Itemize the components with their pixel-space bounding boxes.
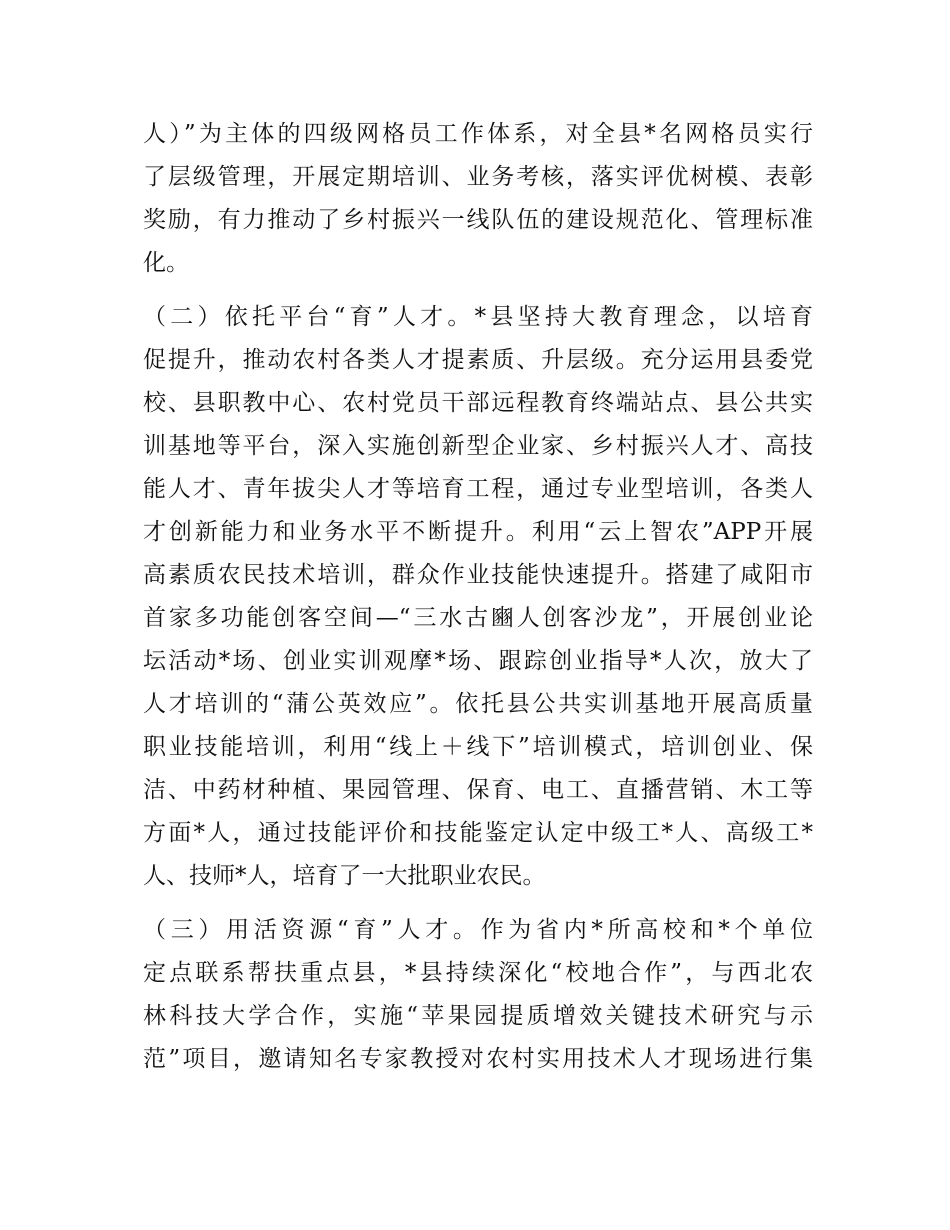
text-line: 人）”为主体的四级网格员工作体系，对全县*名网格员实行 xyxy=(143,121,813,147)
text-line: 首家多功能创客空间—“三水古豳人创客沙龙”，开展创业论 xyxy=(143,605,813,631)
text-line: 化。 xyxy=(143,250,189,276)
text-line: 人、技师*人，培育了一大批职业农民。 xyxy=(143,863,546,889)
paragraph-3 xyxy=(143,909,813,1081)
paragraph-1 xyxy=(143,113,813,285)
text-line: 人才培训的“蒲公英效应”。依托县公共实训基地开展高质量 xyxy=(143,691,813,717)
text-line: 了层级管理，开展定期培训、业务考核，落实评优树模、表彰 xyxy=(143,164,813,190)
document-body xyxy=(143,113,813,1092)
text-line: 奖励，有力推动了乡村振兴一线队伍的建设规范化、管理标准 xyxy=(143,207,813,233)
text-line: 高素质农民技术培训，群众作业技能快速提升。搭建了咸阳市 xyxy=(143,562,813,588)
text-line: 定点联系帮扶重点县，*县持续深化“校地合作”，与西北农 xyxy=(143,960,813,986)
text-line: 方面*人，通过技能评价和技能鉴定认定中级工*人、高级工* xyxy=(143,820,813,846)
text-line: 林科技大学合作，实施“苹果园提质增效关键技术研究与示 xyxy=(143,1003,813,1029)
text-line: 才创新能力和业务水平不断提升。利用“云上智农”APP开展 xyxy=(143,519,813,545)
paragraph-2 xyxy=(143,296,813,898)
text-line: 能人才、青年拔尖人才等培育工程，通过专业型培训，各类人 xyxy=(143,476,813,502)
text-line: 范”项目，邀请知名专家教授对农村实用技术人才现场进行集 xyxy=(143,1046,813,1072)
text-line: 坛活动*场、创业实训观摩*场、跟踪创业指导*人次，放大了 xyxy=(143,648,813,674)
text-line: （三）用活资源“育”人才。作为省内*所高校和*个单位 xyxy=(143,917,813,943)
text-line: 促提升，推动农村各类人才提素质、升层级。充分运用县委党 xyxy=(143,347,813,373)
text-line: 训基地等平台，深入实施创新型企业家、乡村振兴人才、高技 xyxy=(143,433,813,459)
text-line: 洁、中药材种植、果园管理、保育、电工、直播营销、木工等 xyxy=(143,777,813,803)
text-line: 校、县职教中心、农村党员干部远程教育终端站点、县公共实 xyxy=(143,390,813,416)
text-line: （二）依托平台“育”人才。*县坚持大教育理念，以培育 xyxy=(143,304,813,330)
text-line: 职业技能培训，利用“线上＋线下”培训模式，培训创业、保 xyxy=(143,734,813,760)
